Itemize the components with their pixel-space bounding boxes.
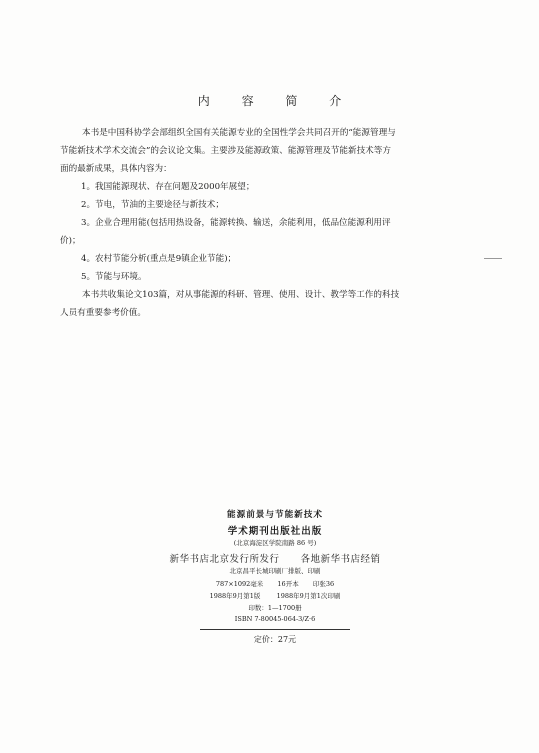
colophon-printer: 北京昌平长城印刷厂排版、印刷 xyxy=(229,567,321,575)
scan-speck xyxy=(484,258,502,259)
abstract-paragraph-2-line-1: 本书共收集论文103篇，对从事能源的科研、管理、使用、设计、教学等工作的科技 xyxy=(82,290,400,300)
colophon-distributor-beijing: 新华书店北京发行所发行 xyxy=(169,554,280,565)
colophon-distribution xyxy=(130,551,420,566)
abstract-paragraph-1-line-3: 面的最新成果，具体内容为： xyxy=(60,164,172,174)
colophon-price: 定价：27元 xyxy=(253,635,297,644)
abstract-body xyxy=(60,124,480,322)
colophon-format-line xyxy=(130,579,420,591)
abstract-paragraph-1-line-2: 节能新技术学术交流会”的会议论文集。主要涉及能源政策、能源管理及节能新技术等方 xyxy=(60,146,391,156)
abstract-item-3-line-2: 价)； xyxy=(60,236,81,246)
colophon xyxy=(130,508,420,648)
abstract-item-4: 4。农村节能分析(重点是9镇企业节能)； xyxy=(81,254,237,264)
colophon-print-run: 印数：1—1700册 xyxy=(248,604,302,612)
colophon-isbn: ISBN 7-80045-064-3/Z·6 xyxy=(234,615,316,623)
colophon-address: (北京海淀区学院南路 86 号) xyxy=(233,539,317,547)
colophon-distributor-local: 各地新华书店经销 xyxy=(300,554,381,565)
abstract-item-2: 2。节电，节油的主要途径与新技术； xyxy=(81,200,224,210)
colophon-format: 787×1092毫米 xyxy=(215,580,264,588)
abstract-item-5: 5。节能与环境。 xyxy=(81,272,147,282)
abstract-paragraph-1-line-1: 本书是中国科协学会部组织全国有关能源专业的全国性学会共同召开的“能源管理与 xyxy=(82,128,396,138)
page-title: 内 容 简 介 xyxy=(197,94,356,108)
colophon-publisher: 学术期刊出版社出版 xyxy=(227,526,323,537)
colophon-book-title: 能源前景与节能新技术 xyxy=(227,510,323,520)
abstract-item-1: 1。我国能源现状、存在问题及2000年展望； xyxy=(81,182,255,192)
abstract-item-3-line-1: 3。企业合理用能(包括用热设备，能源转换、输送，余能利用，低品位能源利用评 xyxy=(81,218,391,228)
colophon-edition-line xyxy=(130,591,420,603)
abstract-paragraph-2-line-2: 人员有重要参考价值。 xyxy=(60,308,146,318)
colophon-edition: 1988年9月第1版 xyxy=(209,592,261,600)
colophon-format-size: 16开本 xyxy=(277,580,299,588)
colophon-sheets: 印张36 xyxy=(312,580,335,588)
colophon-divider xyxy=(200,629,350,630)
colophon-printing: 1988年9月第1次印刷 xyxy=(276,592,341,600)
